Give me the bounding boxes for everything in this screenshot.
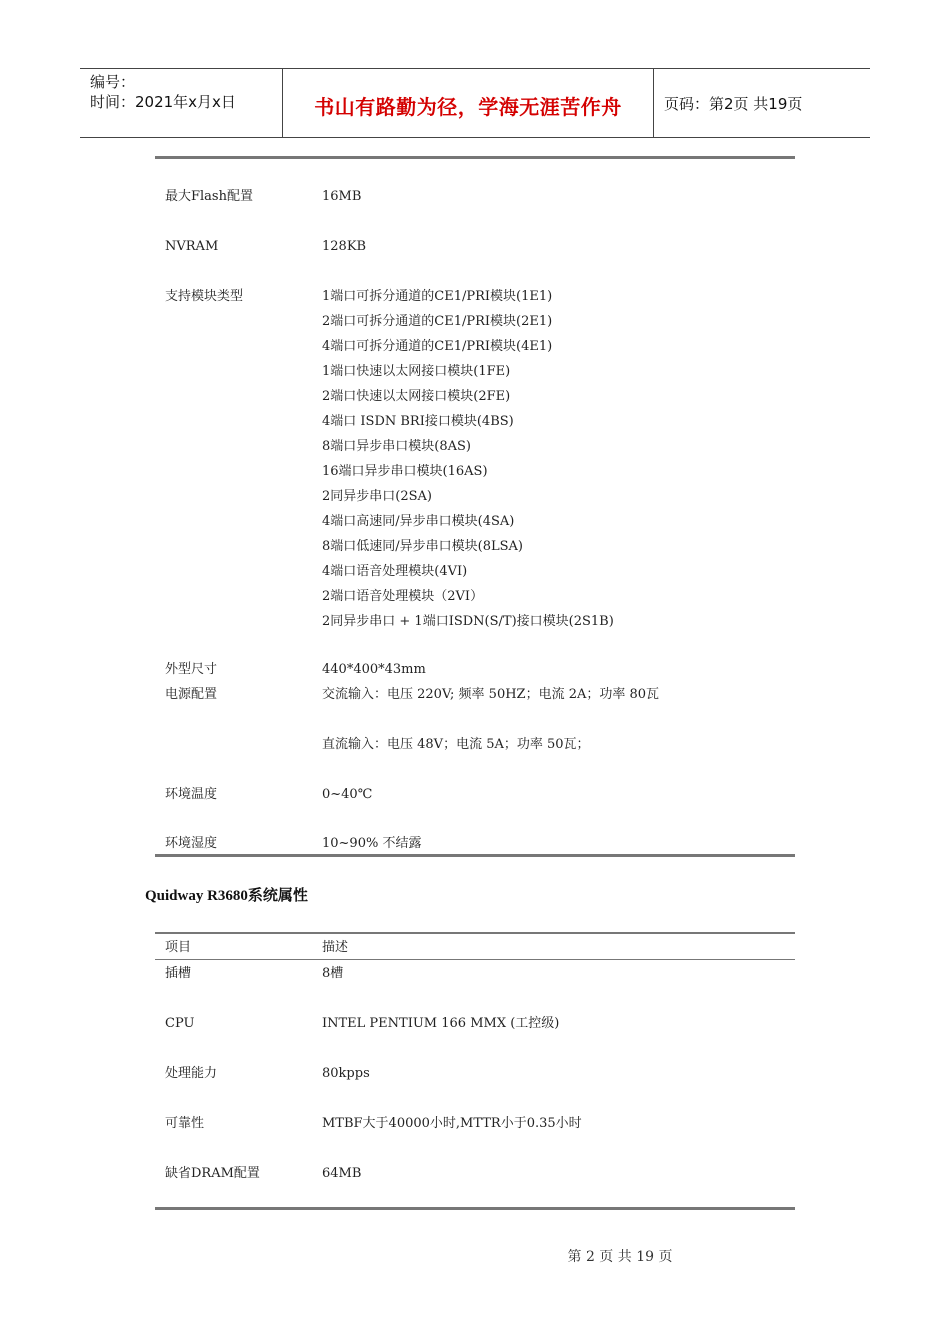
spec-value-line: 2端口可拆分通道的CE1/PRI模块(2E1) [322, 314, 553, 329]
spec-value [322, 284, 792, 634]
spec-value-line: 16端口异步串口模块(16AS) [322, 464, 488, 479]
attr-value: INTEL PENTIUM 166 MMX (工控级) [322, 1016, 560, 1031]
spec-value [322, 782, 792, 807]
table-top-rule [155, 156, 795, 159]
attr-table-header-rule [155, 959, 795, 960]
col-item-header: 项目 [165, 940, 192, 955]
spec-value-line: 2端口快速以太网接口模块(2FE) [322, 389, 511, 404]
spec-value [322, 831, 792, 856]
attr-label: 处理能力 [165, 1066, 218, 1081]
spec-value-line: 交流输入：电压 220V; 频率 50HZ；电流 2A；功率 80瓦 [322, 687, 660, 702]
attr-value: 8槽 [322, 966, 344, 981]
spec-value-line: 2同异步串口(2SA) [322, 489, 432, 504]
spec-value-line: 4端口语音处理模块(4VI) [322, 564, 468, 579]
spec-value [322, 657, 792, 682]
spec-value-line: 4端口高速同/异步串口模块(4SA) [322, 514, 515, 529]
spec-value-line [322, 707, 792, 732]
attr-table-top-rule [155, 932, 795, 934]
spec-label: 环境温度 [165, 787, 218, 802]
attr-value: 80kpps [322, 1066, 370, 1081]
table-bottom-rule [155, 854, 795, 857]
spec-value-line: 8端口低速同/异步串口模块(8LSA) [322, 539, 523, 554]
attr-label: 插槽 [165, 966, 192, 981]
header-date: 时间：2021年x月x日 [90, 93, 236, 111]
spec-value-line: 4端口可拆分通道的CE1/PRI模块(4E1) [322, 339, 553, 354]
attr-label: 缺省DRAM配置 [165, 1166, 260, 1181]
spec-label: 最大Flash配置 [165, 189, 253, 204]
spec-value-line: 0~40℃ [322, 787, 373, 802]
spec-value-line: 16MB [322, 189, 362, 204]
spec-value [322, 682, 792, 757]
col-desc-header: 描述 [322, 940, 349, 955]
spec-value-line: 1端口快速以太网接口模块(1FE) [322, 364, 511, 379]
page-header [80, 68, 870, 138]
spec-value-line: 10~90% 不结露 [322, 836, 422, 851]
page-footer: 第 2 页 共 19 页 [567, 1249, 673, 1265]
spec-value [322, 184, 792, 209]
spec-label: 电源配置 [165, 687, 218, 702]
spec-label: NVRAM [165, 239, 219, 254]
spec-label: 环境湿度 [165, 836, 218, 851]
section-title: Quidway R3680系统属性 [145, 888, 308, 904]
header-page-info: 页码：第2页 共19页 [664, 95, 803, 113]
spec-value-line: 8端口异步串口模块(8AS) [322, 439, 471, 454]
spec-value [322, 234, 792, 259]
attr-value: 64MB [322, 1166, 362, 1181]
spec-value-line: 2同异步串口 + 1端口ISDN(S/T)接口模块(2S1B) [322, 614, 614, 629]
attr-table-bottom-rule [155, 1207, 795, 1210]
attr-value: MTBF大于40000小时,MTTR小于0.35小时 [322, 1116, 582, 1131]
spec-value-line: 440*400*43mm [322, 662, 426, 677]
header-motto: 书山有路勤为径，学海无涯苦作舟 [282, 69, 654, 137]
attr-label: CPU [165, 1016, 195, 1031]
header-meta [80, 69, 282, 137]
spec-value-line: 4端口 ISDN BRI接口模块(4BS) [322, 414, 514, 429]
spec-value-line: 直流输入：电压 48V；电流 5A；功率 50瓦； [322, 737, 590, 752]
attr-label: 可靠性 [165, 1116, 205, 1131]
spec-value-line: 1端口可拆分通道的CE1/PRI模块(1E1) [322, 289, 553, 304]
spec-label: 外型尺寸 [165, 662, 218, 677]
spec-label: 支持模块类型 [165, 289, 244, 304]
header-number: 编号： [90, 73, 136, 91]
spec-value-line: 2端口语音处理模块（2VI） [322, 589, 484, 604]
spec-value-line: 128KB [322, 239, 367, 254]
